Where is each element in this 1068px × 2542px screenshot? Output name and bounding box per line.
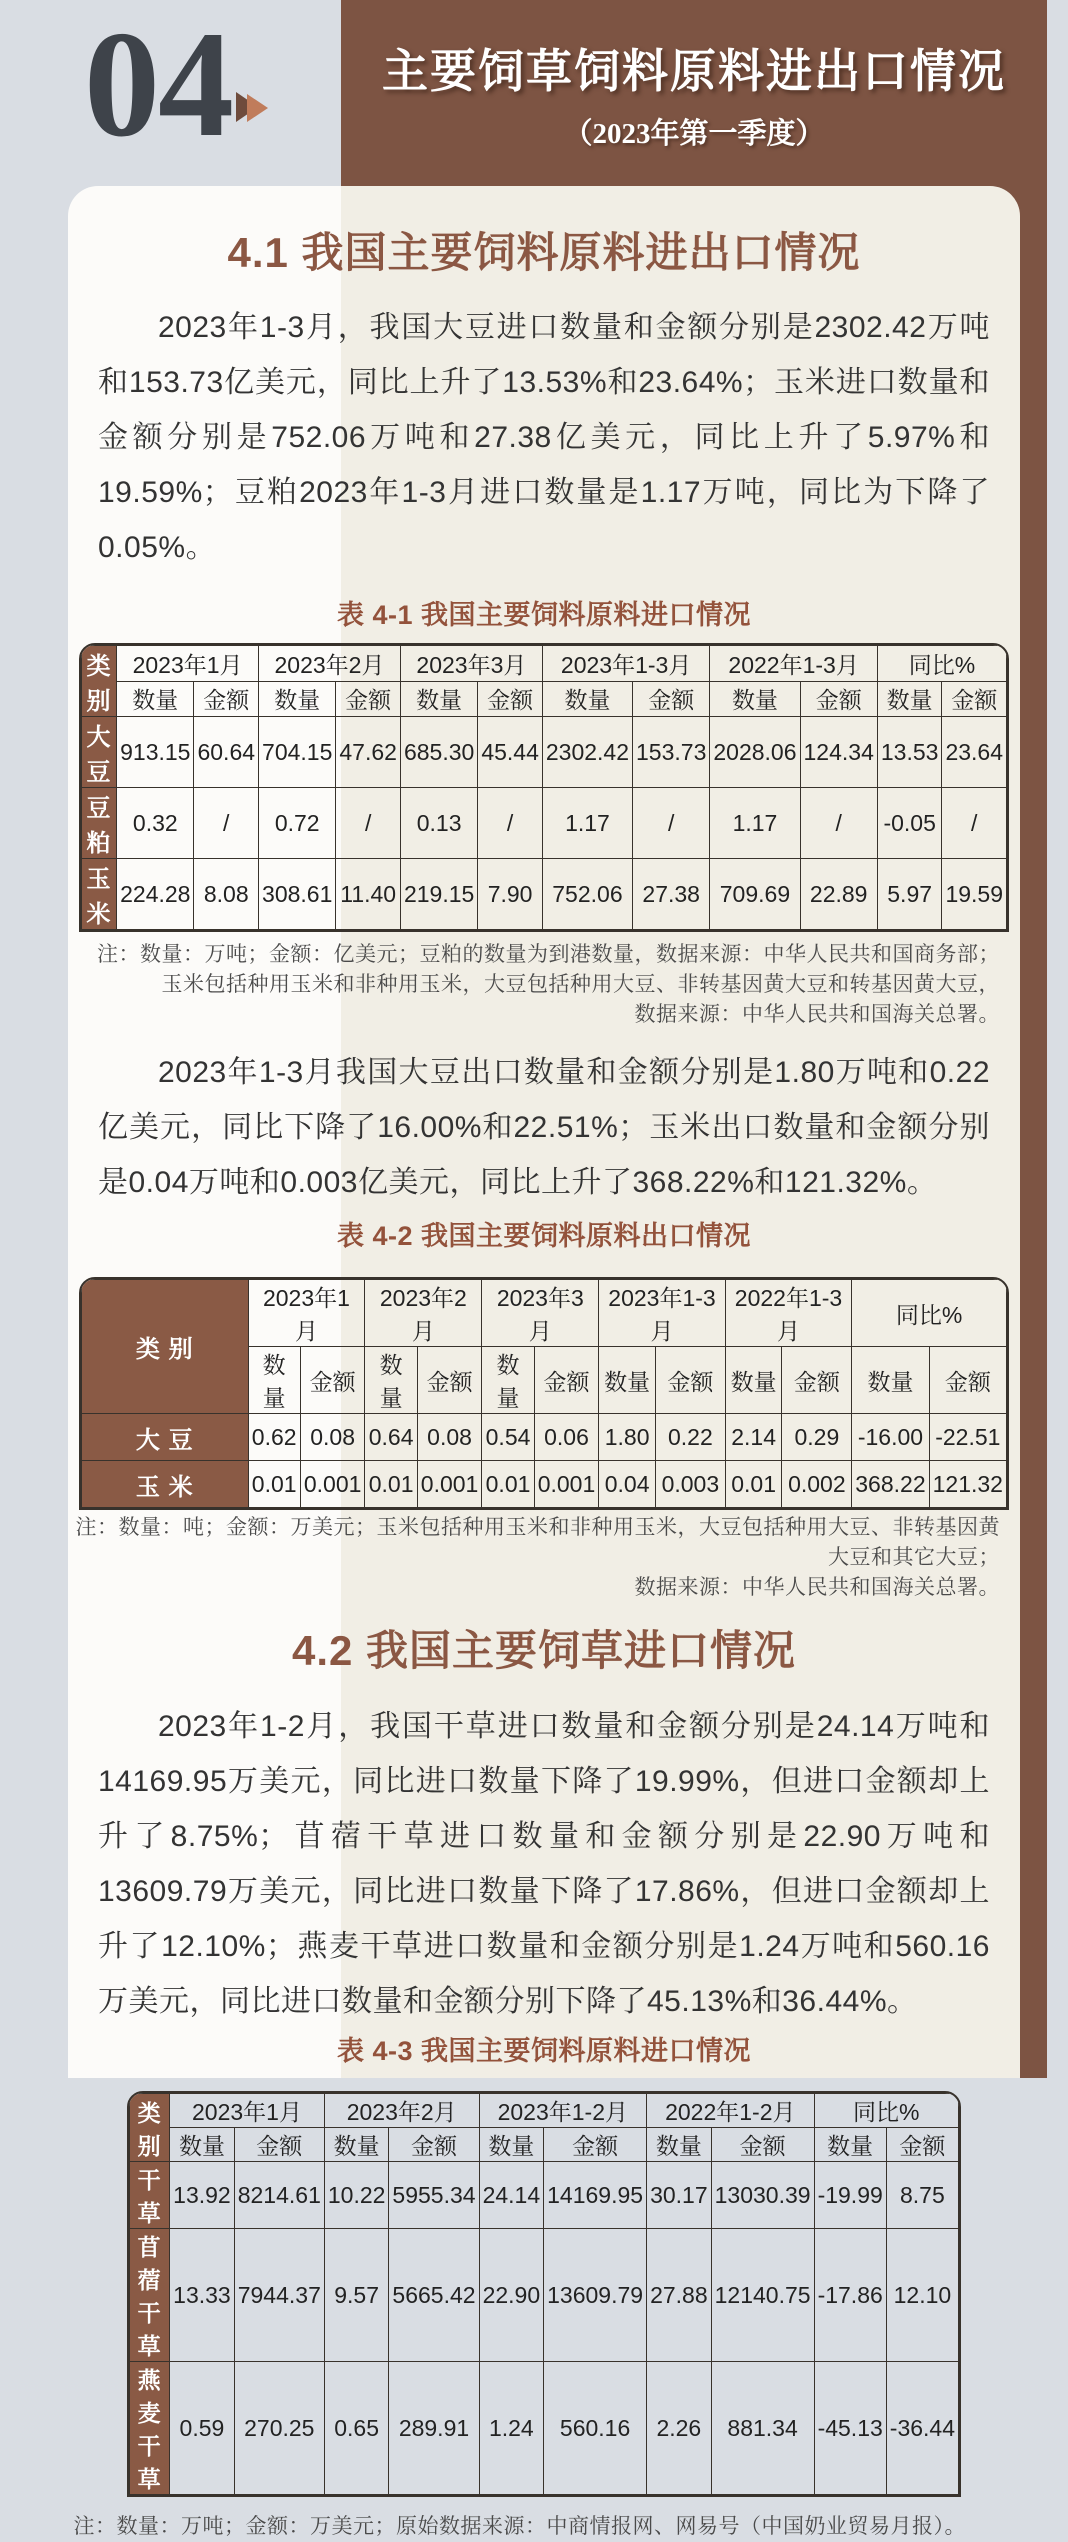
data-cell: 0.01 (365, 1461, 417, 1508)
data-cell: 5.97 (877, 859, 942, 930)
row-label: 玉 米 (82, 859, 117, 930)
data-cell: 13.92 (170, 2162, 235, 2229)
data-cell: 45.44 (478, 717, 543, 788)
data-cell: 1.17 (542, 788, 632, 859)
data-cell: 0.001 (417, 1461, 482, 1508)
data-cell: 13.33 (170, 2229, 235, 2362)
chapter-banner (341, 0, 1047, 186)
data-cell: 1.24 (479, 2362, 544, 2495)
table-row (130, 2229, 959, 2362)
data-cell: 0.002 (782, 1461, 852, 1508)
column-group-header: 同比% (814, 2094, 958, 2128)
row-label: 干 草 (130, 2162, 170, 2229)
column-sub-header: 数量 (479, 2128, 544, 2162)
column-sub-header: 金额 (800, 681, 877, 717)
data-cell: 0.29 (782, 1414, 852, 1461)
row-label: 豆 粕 (82, 788, 117, 859)
chapter-arrow-icon (247, 94, 268, 122)
data-cell: 7944.37 (234, 2229, 324, 2362)
column-sub-header: 数量 (248, 1347, 300, 1414)
table-4-2 (79, 1277, 1009, 1510)
column-group-header: 2023年1-2月 (479, 2094, 647, 2128)
table-row (130, 2162, 959, 2229)
table-row (82, 788, 1007, 859)
data-cell: 0.001 (534, 1461, 599, 1508)
column-group-header: 2022年1-2月 (647, 2094, 815, 2128)
data-cell: 13.53 (877, 717, 942, 788)
data-cell: 0.62 (248, 1414, 300, 1461)
data-cell: 0.64 (365, 1414, 417, 1461)
column-sub-header: 数量 (852, 1347, 929, 1414)
data-cell: -17.86 (814, 2229, 886, 2362)
column-sub-header: 数量 (400, 681, 477, 717)
data-cell: 13030.39 (711, 2162, 814, 2229)
data-table (81, 1279, 1007, 1508)
column-group-header: 2022年1-3月 (710, 646, 878, 682)
data-cell: 1.17 (710, 788, 800, 859)
data-cell: -19.99 (814, 2162, 886, 2229)
data-cell: 23.64 (942, 717, 1007, 788)
column-group-header: 2023年3月 (400, 646, 542, 682)
data-cell: 0.04 (599, 1461, 656, 1508)
column-sub-header: 金额 (194, 681, 259, 717)
table-row (82, 1414, 1007, 1461)
data-cell: 14169.95 (544, 2162, 647, 2229)
data-cell: 19.59 (942, 859, 1007, 930)
data-cell: 30.17 (647, 2162, 712, 2229)
row-label: 大 豆 (82, 717, 117, 788)
column-sub-header: 金额 (782, 1347, 852, 1414)
column-sub-header: 数量 (814, 2128, 886, 2162)
data-cell: 0.22 (655, 1414, 725, 1461)
data-cell: / (336, 788, 401, 859)
column-sub-header: 金额 (417, 1347, 482, 1414)
data-cell: 22.90 (479, 2229, 544, 2362)
data-table (81, 645, 1007, 930)
column-sub-header: 金额 (478, 681, 543, 717)
data-cell: / (633, 788, 710, 859)
table-note-line: 数据来源：中华人民共和国海关总署。 (634, 1576, 1000, 1599)
data-cell: 224.28 (117, 859, 194, 930)
data-cell: 0.06 (534, 1414, 599, 1461)
column-group-header: 同比% (852, 1280, 1007, 1347)
data-cell: 124.34 (800, 717, 877, 788)
table-4-3-caption: 表 4-3 我国主要饲料原料进口情况 (336, 2036, 752, 2066)
data-cell: -22.51 (929, 1414, 1006, 1461)
data-cell: 12140.75 (711, 2229, 814, 2362)
data-cell: 0.01 (248, 1461, 300, 1508)
table-note-line: 注：数量：万吨；金额：万美元；原始数据来源：中商情报网、网易号（中国奶业贸易月报）。 (73, 2515, 966, 2538)
data-cell: / (478, 788, 543, 859)
column-sub-header: 数量 (542, 681, 632, 717)
data-cell: 704.15 (259, 717, 336, 788)
data-cell: 0.32 (117, 788, 194, 859)
data-cell: 2302.42 (542, 717, 632, 788)
paragraph-export: 2023年1-3月我国大豆出口数量和金额分别是1.80万吨和0.22亿美元，同比下降了16.00%和22.51%；玉米出口数量和金额分别是0.04万吨和0.003亿美元，同比上升了368.22%和121.32%。 (98, 1056, 990, 1199)
data-cell: 47.62 (336, 717, 401, 788)
data-cell: 27.38 (633, 859, 710, 930)
data-cell: 2.14 (725, 1414, 782, 1461)
data-cell: 308.61 (259, 859, 336, 930)
column-header-category: 类 别 (82, 646, 117, 717)
column-header-category: 类 别 (130, 2094, 170, 2162)
column-group-header: 同比% (877, 646, 1006, 682)
column-sub-header: 数量 (259, 681, 336, 717)
table-note-line: 数据来源：中华人民共和国海关总署。 (634, 1003, 1000, 1026)
column-sub-header: 数量 (599, 1347, 656, 1414)
column-header-category: 类 别 (82, 1280, 249, 1414)
data-cell: 2.26 (647, 2362, 712, 2495)
data-cell: 289.91 (389, 2362, 479, 2495)
data-cell: 8.75 (886, 2162, 958, 2229)
data-cell: -16.00 (852, 1414, 929, 1461)
row-label: 苜蓿干草 (130, 2229, 170, 2362)
row-label: 大 豆 (82, 1414, 249, 1461)
chapter-number: 04 (84, 0, 232, 168)
column-sub-header: 数量 (324, 2128, 389, 2162)
data-cell: / (800, 788, 877, 859)
data-cell: 11.40 (336, 859, 401, 930)
table-row (130, 2362, 959, 2495)
data-cell: 0.01 (725, 1461, 782, 1508)
data-cell: 0.13 (400, 788, 477, 859)
column-group-header: 2022年1-3月 (725, 1280, 852, 1347)
data-cell: 24.14 (479, 2162, 544, 2229)
data-cell: -36.44 (886, 2362, 958, 2495)
data-cell: 0.72 (259, 788, 336, 859)
column-group-header: 2023年2月 (259, 646, 401, 682)
data-cell: / (194, 788, 259, 859)
column-sub-header: 数量 (170, 2128, 235, 2162)
section-4-1-heading: 4.1 我国主要饲料原料进出口情况 (227, 229, 861, 276)
data-cell: 2028.06 (710, 717, 800, 788)
column-sub-header: 数量 (877, 681, 942, 717)
table-note-line: 注：数量：吨；金额：万美元；玉米包括种用玉米和非种用玉米，大豆包括种用大豆、非转基因黄大豆和其它大豆； (75, 1516, 1000, 1569)
column-sub-header: 数量 (365, 1347, 417, 1414)
data-cell: 219.15 (400, 859, 477, 930)
data-cell: 0.54 (482, 1414, 534, 1461)
data-cell: 0.08 (300, 1414, 365, 1461)
data-cell: 0.65 (324, 2362, 389, 2495)
data-cell: 60.64 (194, 717, 259, 788)
data-cell: 8214.61 (234, 2162, 324, 2229)
column-sub-header: 金额 (711, 2128, 814, 2162)
paragraph-import: 2023年1-3月，我国大豆进口数量和金额分别是2302.42万吨和153.73亿美元，同比上升了13.53%和23.64%；玉米进口数量和金额分别是752.06万吨和27.38亿美元，同比上升了5.97%和19.59%；豆粕2023年1-3月进口数量是1.17万吨，同比为下降了0.05%。 (98, 311, 990, 564)
data-cell: 709.69 (710, 859, 800, 930)
data-cell: 8.08 (194, 859, 259, 930)
column-sub-header: 金额 (389, 2128, 479, 2162)
data-cell: 368.22 (852, 1461, 929, 1508)
column-sub-header: 数量 (117, 681, 194, 717)
column-sub-header: 金额 (633, 681, 710, 717)
column-sub-header: 金额 (942, 681, 1007, 717)
data-cell: 270.25 (234, 2362, 324, 2495)
data-cell: 752.06 (542, 859, 632, 930)
table-note-line: 玉米包括种用玉米和非种用玉米，大豆包括种用大豆、非转基因黄大豆和转基因黄大豆， (161, 973, 1000, 996)
banner-title: 主要饲草饲料原料进出口情况 (382, 45, 1006, 97)
data-cell: 560.16 (544, 2362, 647, 2495)
column-group-header: 2023年1月 (117, 646, 259, 682)
column-sub-header: 数量 (725, 1347, 782, 1414)
content-panel (68, 186, 1020, 2538)
column-group-header: 2023年1月 (170, 2094, 325, 2128)
banner-subtitle: （2023年第一季度） (563, 117, 825, 150)
column-group-header: 2023年1-3月 (542, 646, 710, 682)
data-cell: / (942, 788, 1007, 859)
column-sub-header: 金额 (655, 1347, 725, 1414)
table-4-1-notes (68, 940, 1020, 1030)
column-sub-header: 金额 (534, 1347, 599, 1414)
data-cell: 121.32 (929, 1461, 1006, 1508)
table-4-3 (127, 2091, 961, 2497)
table-4-1 (79, 643, 1009, 932)
data-cell: -45.13 (814, 2362, 886, 2495)
column-group-header: 2023年2月 (324, 2094, 479, 2128)
column-sub-header: 金额 (929, 1347, 1006, 1414)
table-row (82, 717, 1007, 788)
data-cell: 913.15 (117, 717, 194, 788)
data-cell: 13609.79 (544, 2229, 647, 2362)
data-cell: 10.22 (324, 2162, 389, 2229)
column-sub-header: 数量 (710, 681, 800, 717)
data-cell: 685.30 (400, 717, 477, 788)
data-cell: 27.88 (647, 2229, 712, 2362)
column-group-header: 2023年2月 (365, 1280, 482, 1347)
column-group-header: 2023年3月 (482, 1280, 599, 1347)
table-row (82, 1461, 1007, 1508)
data-cell: 22.89 (800, 859, 877, 930)
data-cell: 0.59 (170, 2362, 235, 2495)
paragraph-forage: 2023年1-2月，我国干草进口数量和金额分别是24.14万吨和14169.95万美元，同比进口数量下降了19.99%，但进口金额却上升了8.75%；苜蓿干草进口数量和金额分别是22.90万吨和13609.79万美元，同比进口数量下降了17.86%，但进口金额却上升了12.10%；燕麦干草进口数量和金额分别是1.24万吨和560.16万美元，同比进口数量和金额分别下降了45.13%和36.44%。 (98, 1710, 990, 2018)
column-sub-header: 金额 (234, 2128, 324, 2162)
data-cell: 5665.42 (389, 2229, 479, 2362)
data-cell: 5955.34 (389, 2162, 479, 2229)
data-table (129, 2093, 959, 2495)
data-cell: 153.73 (633, 717, 710, 788)
column-sub-header: 金额 (886, 2128, 958, 2162)
column-sub-header: 金额 (544, 2128, 647, 2162)
section-4-2-heading: 4.2 我国主要饲草进口情况 (291, 1627, 797, 1674)
table-row (82, 859, 1007, 930)
data-cell: 9.57 (324, 2229, 389, 2362)
row-label: 玉 米 (82, 1461, 249, 1508)
data-cell: 7.90 (478, 859, 543, 930)
data-cell: 12.10 (886, 2229, 958, 2362)
table-4-3-notes (68, 2512, 1020, 2542)
data-cell: 0.08 (417, 1414, 482, 1461)
data-cell: 0.003 (655, 1461, 725, 1508)
data-cell: 0.001 (300, 1461, 365, 1508)
column-sub-header: 数量 (482, 1347, 534, 1414)
column-sub-header: 金额 (336, 681, 401, 717)
data-cell: 0.01 (482, 1461, 534, 1508)
column-group-header: 2023年1月 (248, 1280, 365, 1347)
data-cell: -0.05 (877, 788, 942, 859)
table-note-line: 注：数量：万吨；金额：亿美元；豆粕的数量为到港数量，数据来源：中华人民共和国商务部； (97, 943, 1000, 966)
data-cell: 881.34 (711, 2362, 814, 2495)
row-label: 燕麦干草 (130, 2362, 170, 2495)
table-4-2-caption: 表 4-2 我国主要饲料原料出口情况 (336, 1221, 752, 1251)
data-cell: 1.80 (599, 1414, 656, 1461)
column-sub-header: 数量 (647, 2128, 712, 2162)
column-group-header: 2023年1-3月 (599, 1280, 726, 1347)
column-sub-header: 金额 (300, 1347, 365, 1414)
table-4-2-notes (68, 1513, 1020, 1603)
table-4-1-caption: 表 4-1 我国主要饲料原料进口情况 (336, 600, 752, 630)
